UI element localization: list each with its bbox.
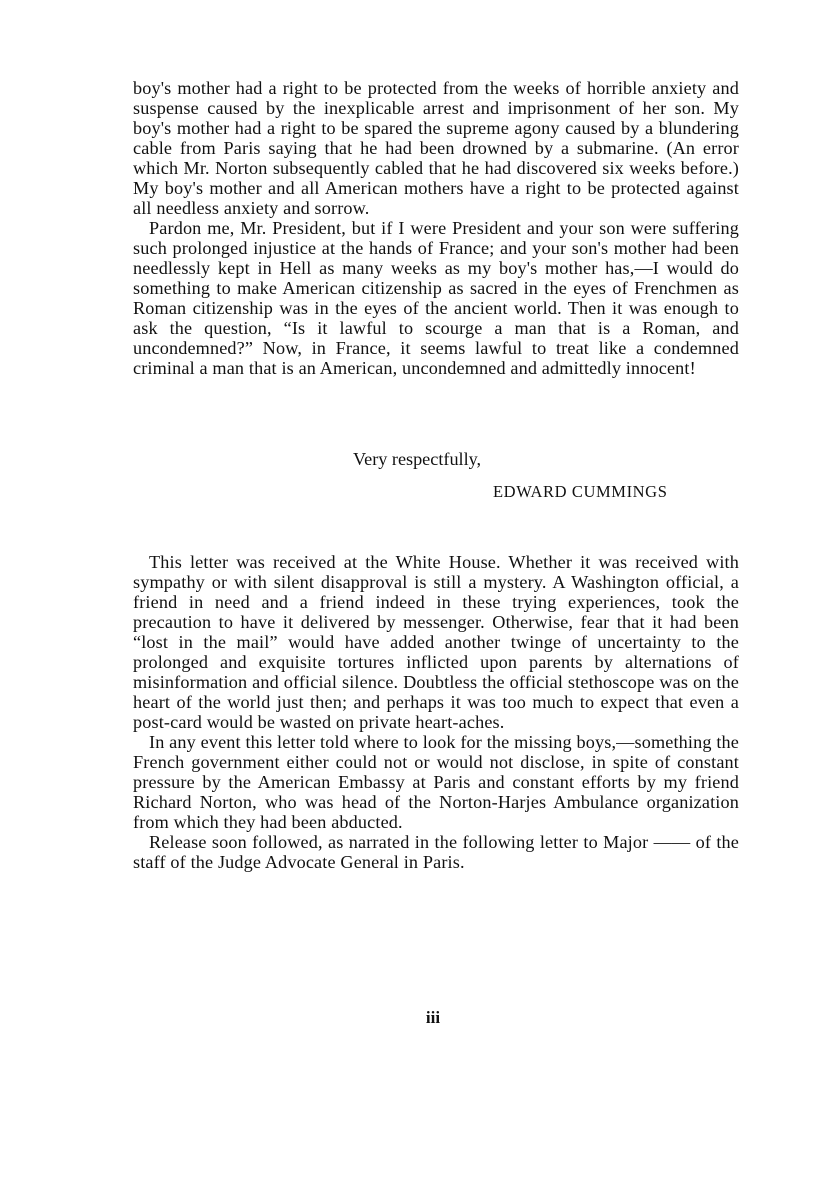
narrative-paragraph-3: Release soon followed, as narrated in the following letter to Major —— of the staff of the Judge Advocate General in Paris. bbox=[133, 832, 739, 872]
page-number: iii bbox=[425, 1008, 441, 1027]
letter-body bbox=[133, 78, 739, 378]
letter-closing: Very respectfully, bbox=[353, 449, 482, 469]
letter-paragraph-1: boy's mother had a right to be protected from the weeks of horrible anxiety and suspense caused by the inexplicable arrest and imprisonment of her son. My boy's mother had a right to be spared the supreme agony caused by a blundering cable from Paris saying that he had been drowned by a submarine. (An error which Mr. Norton subsequently cabled that he had discovered six weeks before.) My boy's mother and all American mothers have a right to be protected against all needless anxiety and sorrow. bbox=[133, 78, 739, 218]
narrative-body bbox=[133, 552, 739, 872]
letter-paragraph-2: Pardon me, Mr. President, but if I were President and your son were suffering such prolonged injustice at the hands of France; and your son's mother had been needlessly kept in Hell as many weeks as my boy's mother has,—I would do something to make American citizenship as sacred in the eyes of Frenchmen as Roman citizenship was in the eyes of the ancient world. Then it was enough to ask the question, “Is it lawful to scourge a man that is a Roman, and uncondemned?” Now, in France, it seems lawful to treat like a condemned criminal a man that is an American, uncondemned and admittedly innocent! bbox=[133, 218, 739, 378]
letter-signature: EDWARD CUMMINGS bbox=[493, 482, 668, 501]
narrative-paragraph-1: This letter was received at the White House. Whether it was received with sympathy or with silent disapproval is still a mystery. A Washington official, a friend in need and a friend indeed in these trying experiences, took the precaution to have it delivered by messenger. Otherwise, fear that it had been “lost in the mail” would have added another twinge of uncertainty to the prolonged and exquisite tortures inflicted upon parents by alternations of misinformation and official silence. Doubtless the official stethoscope was on the heart of the world just then; and perhaps it was too much to expect that even a post-card would be wasted on private heart-aches. bbox=[133, 552, 739, 732]
narrative-paragraph-2: In any event this letter told where to look for the missing boys,—something the French government either could not or would not disclose, in spite of constant pressure by the American Embassy at Paris and constant efforts by my friend Richard Norton, who was head of the Norton-Harjes Ambulance organization from which they had been abducted. bbox=[133, 732, 739, 832]
